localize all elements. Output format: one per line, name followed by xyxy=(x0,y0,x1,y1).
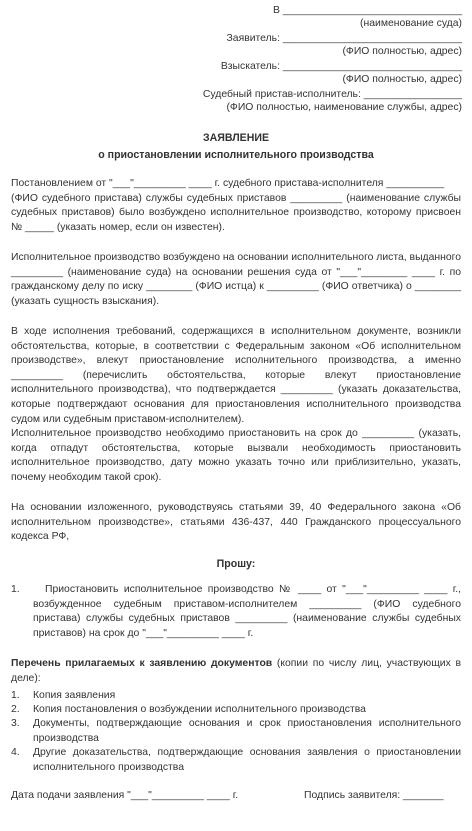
applicant-signature: Подпись заявителя: _______ xyxy=(304,790,444,801)
request-item-text: Приостановить исполнительное производство № ____ от "___"_________ ____ г., возбужденное судебным приставом-исполнителем _________ (ФИО судебного пристава) службы судебных приставов _________ (наименование службы судебных приставов) на срок до "___"_________ ____ г. xyxy=(33,584,461,639)
request-item-number: 1. xyxy=(11,584,20,595)
request-item xyxy=(11,583,461,641)
attachments-heading-rest: (копии по числу лиц, участвующих в деле): xyxy=(11,658,461,684)
court-caption: (наименование суда) xyxy=(360,18,462,29)
attachment-item-text: Документы, подтверждающие основания и срок приостановления исполнительного производства xyxy=(33,718,461,744)
claimant-line: Взыскатель: _______________________________ xyxy=(220,61,462,72)
attachment-item xyxy=(11,717,461,746)
attachment-item-number: 3. xyxy=(11,718,20,729)
paragraph-writ: Исполнительное производство возбуждено на основании исполнительного листа, выданного _________ (наименование суда) на основании решения суда от "___"________ ____ г. по гражданскому делу по иску ________ (ФИО истца) к _________ (ФИО ответчика) о ________ (указать сущность взыскания). xyxy=(11,252,461,307)
attachment-item-text: Копия заявления xyxy=(33,690,116,701)
attachment-item-text: Копия постановления о возбуждении исполнительного производства xyxy=(33,704,366,715)
attachments-heading-bold: Перечень прилагаемых к заявлению документов xyxy=(11,658,273,669)
paragraph-circumstances: В ходе исполнения требований, содержащихся в исполнительном документе, возникли обстоятельства, которые, в соответствии с Федеральным законом «Об исполнительном производстве», влекут приостановление исполнительного производства, а именно _________ (перечислить обстоятельства, которые влекут приостановление исполнительного производства), что подтверждается _________ (указать доказательства, которые подтверждают основания для приостановления исполнительного производства судом или судебным приставом-исполнителем). xyxy=(11,326,461,425)
paragraph-resolution xyxy=(11,177,461,235)
court-line: В _______________________________ xyxy=(273,5,462,16)
request-heading: Прошу: xyxy=(216,558,256,570)
attachment-item xyxy=(11,689,461,704)
attachment-item-text: Другие доказательства, подтверждающие основания заявления о приостановлении исполнительного производства xyxy=(33,747,461,773)
paragraph-resolution-text: (ФИО судебного пристава) службы судебных приставов _________ (наименование службы судебных приставов) было возбуждено исполнительное производство, которому присвоен № _____ (указать номер, если он известен). xyxy=(11,192,461,233)
attachments-heading xyxy=(11,657,461,686)
applicant-line: Заявитель: _______________________________ xyxy=(226,33,462,44)
applicant-caption: (ФИО полностью, адрес) xyxy=(342,46,462,57)
attachment-item xyxy=(11,746,461,775)
submission-date: Дата подачи заявления "___"_________ ____ г. xyxy=(11,790,239,801)
bailiff-caption: (ФИО полностью, наименование службы, адрес) xyxy=(226,102,462,113)
claimant-caption: (ФИО полностью, адрес) xyxy=(342,74,462,85)
attachment-item-number: 1. xyxy=(11,690,20,701)
document-subtitle: о приостановлении исполнительного производства xyxy=(98,149,374,161)
paragraph-term: Исполнительное производство необходимо приостановить на срок до _________ (указать, когда отпадут обстоятельства, которые вызвали необходимость приостановить исполнительное производство, дату можно указать точно или приблизительно, указать, почему необходим такой срок). xyxy=(11,428,461,483)
paragraph-resolution-line: Постановлением от "___"_________ ____ г. судебного пристава-исполнителя __________ xyxy=(11,178,445,189)
bailiff-line: Судебный пристав-исполнитель: _________________ xyxy=(202,89,462,100)
paragraph-legal-basis: На основании изложенного, руководствуясь статьями 39, 40 Федерального закона «Об исполнительном производстве», статьями 436-437, 440 Гражданского процессуального кодекса РФ, xyxy=(11,502,461,543)
attachment-item-number: 4. xyxy=(11,747,20,758)
attachment-item-number: 2. xyxy=(11,704,20,715)
attachment-item xyxy=(11,703,461,718)
document-title: ЗАЯВЛЕНИЕ xyxy=(202,132,270,144)
